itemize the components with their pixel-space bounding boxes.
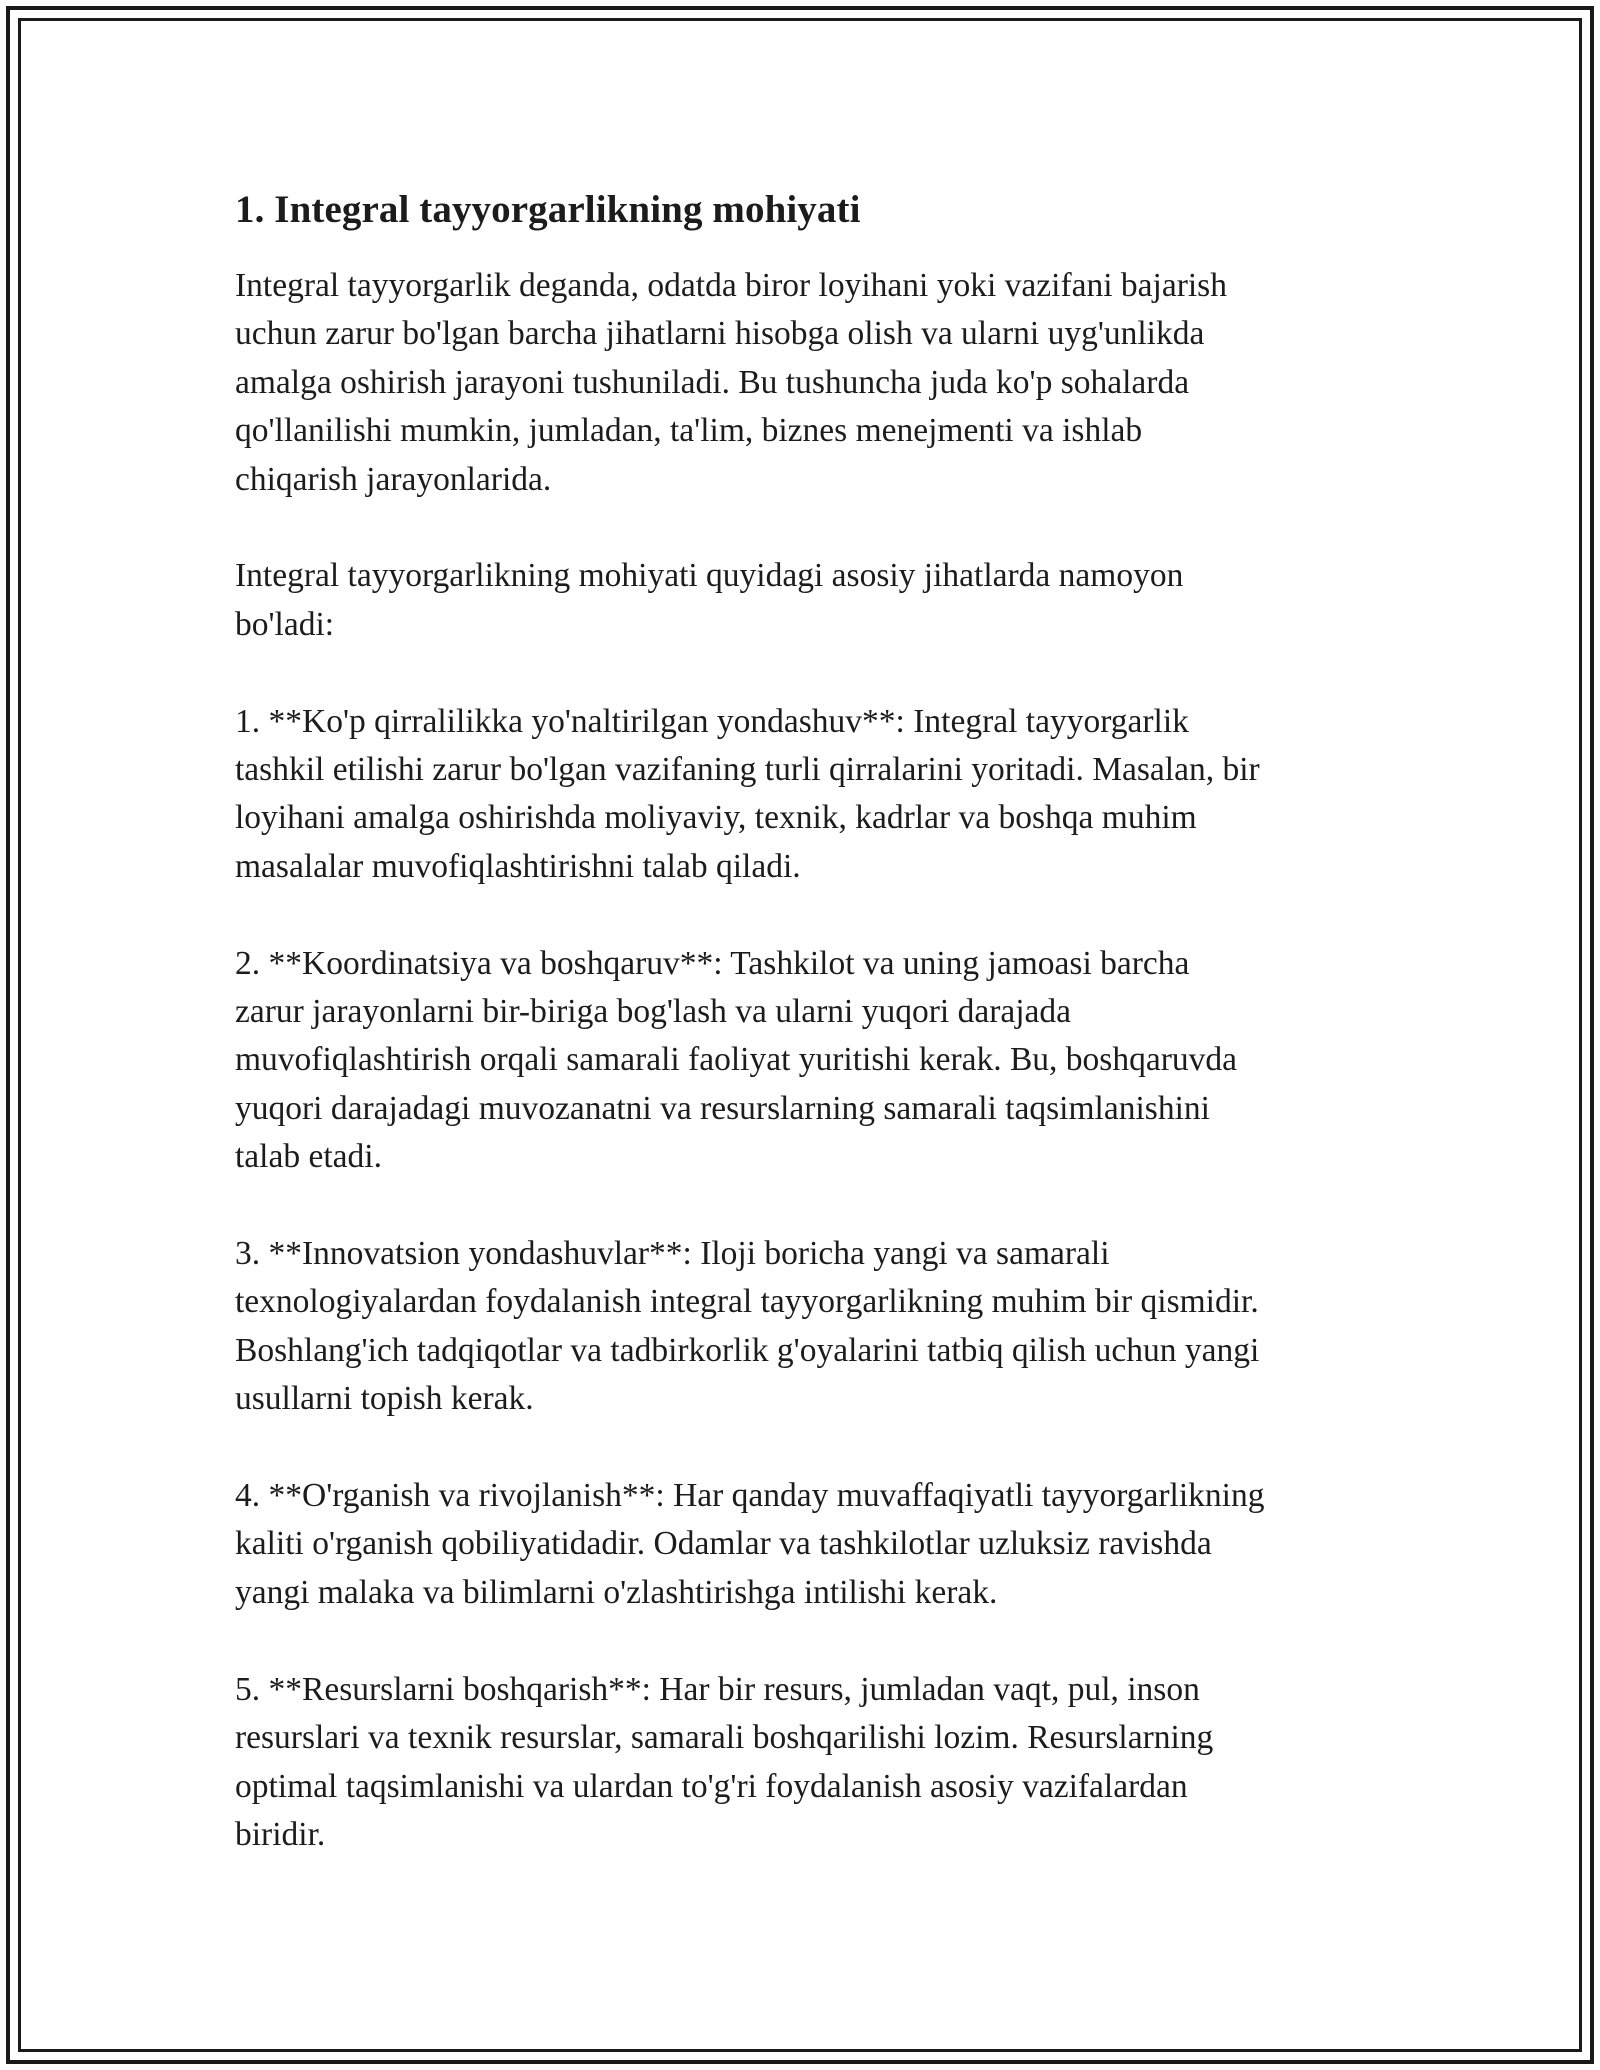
- aspect-item-5: 5. **Resurslarni boshqarish**: Har bir resurs, jumladan vaqt, pul, inson resurslari va texnik resurslar, samarali boshqarilishi lozim. Resurslarning optimal taqsimlanishi va ulardan to'g'ri foydalanish asosiy vazifalardan biridir.: [235, 1670, 1214, 1853]
- aspects-lead-paragraph: Integral tayyorgarlikning mohiyati quyidagi asosiy jihatlarda namoyon bo'ladi:: [235, 557, 1184, 643]
- document-body: [235, 185, 1380, 1859]
- aspect-item-2: 2. **Koordinatsiya va boshqaruv**: Tashkilot va uning jamoasi barcha zarur jarayonlarni bir-biriga bog'lash va ularni yuqori darajada muvofiqlashtirish orqali samarali faoliyat yuritishi kerak. Bu, boshqaruvda yuqori darajadagi muvozanatni va resurslarning samarali taqsimlanishini talab etadi.: [235, 944, 1237, 1176]
- aspect-item-1: 1. **Ko'p qirralilikka yo'naltirilgan yondashuv**: Integral tayyorgarlik tashkil etilishi zarur bo'lgan vazifaning turli qirralarini yoritadi. Masalan, bir loyihani amalga oshirishda moliyaviy, texnik, kadrlar va boshqa muhim masalalar muvofiqlashtirishni talab qiladi.: [235, 702, 1260, 885]
- section-title: 1. Integral tayyorgarlikning mohiyati: [235, 188, 861, 231]
- intro-paragraph: Integral tayyorgarlik deganda, odatda biror loyihani yoki vazifani bajarish uchun zarur bo'lgan barcha jihatlarni hisobga olish va ularni uyg'unlikda amalga oshirish jarayoni tushuniladi. Bu tushuncha juda ko'p sohalarda qo'llanilishi mumkin, jumladan, ta'lim, biznes menejmenti va ishlab chiqarish jarayonlarida.: [235, 267, 1227, 498]
- aspect-item-3: 3. **Innovatsion yondashuvlar**: Iloji boricha yangi va samarali texnologiyalardan foydalanish integral tayyorgarlikning muhim bir qismidir. Boshlang'ich tadqiqotlar va tadbirkorlik g'oyalarini tatbiq qilish uchun yangi usullarni topish kerak.: [235, 1235, 1260, 1418]
- aspect-item-4: 4. **O'rganish va rivojlanish**: Har qanday muvaffaqiyatli tayyorgarlikning kaliti o'rganish qobiliyatidadir. Odamlar va tashkilotlar uzluksiz ravishda yangi malaka va bilimlarni o'zlashtirishga intilishi kerak.: [235, 1477, 1265, 1611]
